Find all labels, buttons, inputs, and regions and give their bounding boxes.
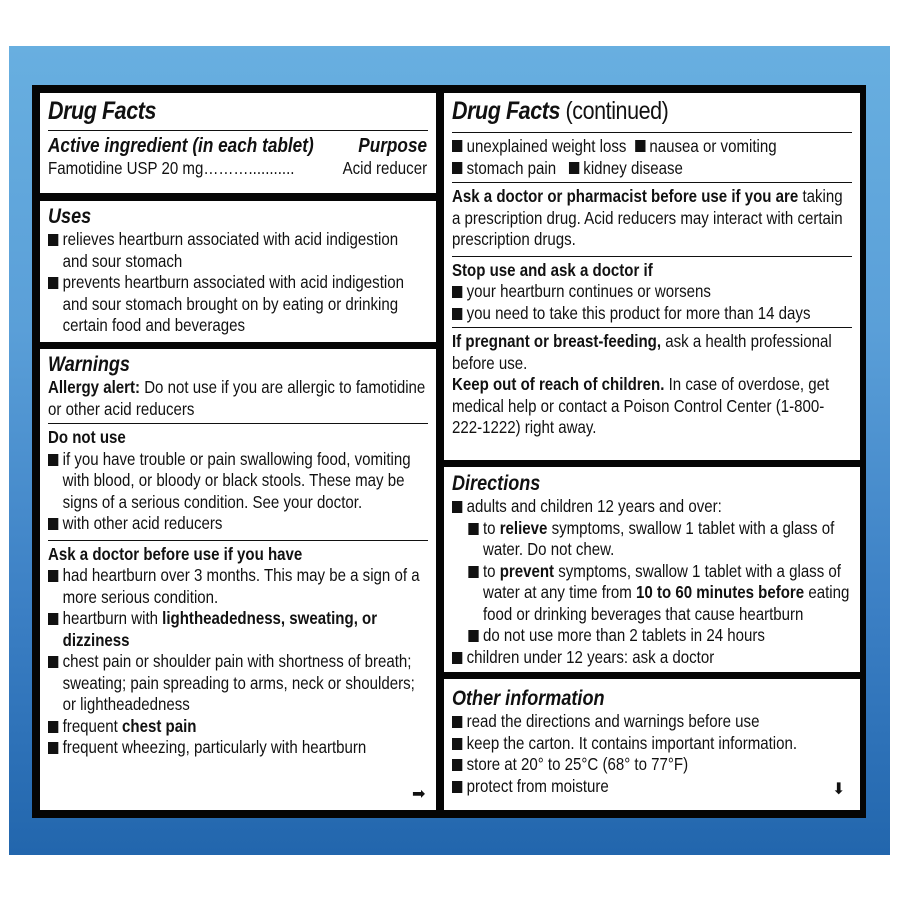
bullet-square-icon xyxy=(452,162,462,174)
uses-title: Uses xyxy=(48,205,92,228)
allergy-alert: Allergy alert: Do not use if you are allergic to famotidine or other acid reducers xyxy=(48,377,426,419)
directions-title: Directions xyxy=(452,472,541,495)
bullet-square-icon xyxy=(452,286,462,298)
warnings-title: Warnings xyxy=(48,353,130,376)
ask-doctor-item: frequent chest pain xyxy=(48,716,427,738)
ask-doctor-item: frequent wheezing, particularly with heartburn xyxy=(48,737,427,759)
bullet-square-icon xyxy=(635,140,645,152)
bullet-square-icon xyxy=(48,613,58,625)
ask-doctor-item: heartburn with lightheadedness, sweating, or dizziness xyxy=(48,608,427,651)
other-info-item: protect from moisture xyxy=(452,776,851,798)
divider xyxy=(452,182,852,183)
ingredient-row xyxy=(48,158,427,180)
divider xyxy=(452,256,852,257)
warnings-continued-panel xyxy=(444,93,860,460)
uses-item: prevents heartburn associated with acid indigestion and sour stomach brought on by eating or drinking certain food and beverages xyxy=(48,272,427,337)
directions-subitem: to prevent symptoms, swallow 1 tablet with a glass of water at any time from 10 to 60 minutes before eating food or drinking beverages that cause heartburn xyxy=(468,561,851,626)
do-not-use-title: Do not use xyxy=(48,427,126,447)
active-ingredient-label: Active ingredient (in each tablet) xyxy=(48,135,314,157)
bullet-square-icon xyxy=(48,656,58,668)
active-ingredient-panel xyxy=(40,93,436,193)
dot-leader: ………........... xyxy=(203,158,295,178)
bullet-square-icon xyxy=(48,518,58,530)
ask-doctor-title: Ask a doctor before use if you have xyxy=(48,543,303,564)
bullet-square-icon xyxy=(452,501,462,513)
divider xyxy=(452,327,852,328)
bullet-square-icon xyxy=(452,759,462,771)
keep-out-of-reach: Keep out of reach of children. In case of overdose, get medical help or contact a Poison Control Center (1-800-222-1222) right away. xyxy=(452,374,830,437)
bullet-square-icon xyxy=(452,738,462,750)
stop-use-item: your heartburn continues or worsens xyxy=(452,281,851,303)
ingredient-purpose: Acid reducer xyxy=(342,158,428,178)
other-info-item: read the directions and warnings before use xyxy=(452,711,851,733)
pregnancy-warning: If pregnant or breast-feeding, ask a health professional before use. xyxy=(452,331,832,373)
continued-conditions: unexplained weight loss nausea or vomiting stomach pain kidney disease xyxy=(452,136,851,179)
active-ingredient-header xyxy=(48,134,427,158)
bullet-square-icon xyxy=(468,566,478,578)
bullet-square-icon xyxy=(468,523,478,535)
bullet-square-icon xyxy=(452,652,462,664)
bullet-square-icon xyxy=(48,721,58,733)
other-information-panel xyxy=(444,679,860,810)
uses-panel xyxy=(40,201,436,342)
other-info-item: store at 20° to 25°C (68° to 77°F) xyxy=(452,754,851,776)
ask-doctor-item: chest pain or shoulder pain with shortness of breath; sweating; pain spreading to arms, neck or shoulders; or lightheadedness xyxy=(48,651,427,716)
divider xyxy=(452,132,852,133)
bullet-square-icon xyxy=(452,781,462,793)
drug-facts-label xyxy=(32,85,866,818)
divider xyxy=(48,130,428,131)
bullet-square-icon xyxy=(569,162,579,174)
uses-item: relieves heartburn associated with acid indigestion and sour stomach xyxy=(48,229,427,272)
other-information-title: Other information xyxy=(452,687,605,710)
bullet-square-icon xyxy=(468,630,478,642)
bullet-square-icon xyxy=(48,234,58,246)
purpose-label: Purpose xyxy=(358,135,428,157)
divider xyxy=(48,540,428,541)
bullet-square-icon xyxy=(48,570,58,582)
ask-pharmacist: Ask a doctor or pharmacist before use if you are taking a prescription drug. Acid reducers may interact with certain prescription drugs. xyxy=(452,186,843,249)
drug-facts-continued-title: Drug Facts (continued) xyxy=(452,97,669,125)
ingredient-name: Famotidine USP 20 mg xyxy=(48,158,204,178)
bullet-square-icon xyxy=(48,277,58,289)
bullet-square-icon xyxy=(452,140,462,152)
bullet-square-icon xyxy=(452,308,462,320)
bullet-square-icon xyxy=(452,716,462,728)
arrow-right-icon: ➡ xyxy=(412,786,426,803)
directions-item: adults and children 12 years and over: xyxy=(452,496,851,518)
do-not-use-item: if you have trouble or pain swallowing food, vomiting with blood, or bloody or black stools. These may be signs of a serious condition. See your doctor. xyxy=(48,449,427,514)
directions-item: children under 12 years: ask a doctor xyxy=(452,647,851,669)
stop-use-item: you need to take this product for more than 14 days xyxy=(452,303,851,325)
drug-facts-title: Drug Facts xyxy=(48,97,157,125)
arrow-down-icon: ⬇ xyxy=(832,781,846,798)
bullet-square-icon xyxy=(48,742,58,754)
ask-doctor-item: had heartburn over 3 months. This may be a sign of a more serious condition. xyxy=(48,565,427,608)
directions-subitem: do not use more than 2 tablets in 24 hours xyxy=(468,625,851,647)
divider xyxy=(48,423,428,424)
directions-subitem: to relieve symptoms, swallow 1 tablet with a glass of water. Do not chew. xyxy=(468,518,851,561)
do-not-use-item: with other acid reducers xyxy=(48,513,427,535)
bullet-square-icon xyxy=(48,454,58,466)
stop-use-title: Stop use and ask a doctor if xyxy=(452,259,653,280)
directions-panel xyxy=(444,467,860,672)
other-info-item: keep the carton. It contains important information. xyxy=(452,733,851,755)
warnings-panel xyxy=(40,349,436,810)
